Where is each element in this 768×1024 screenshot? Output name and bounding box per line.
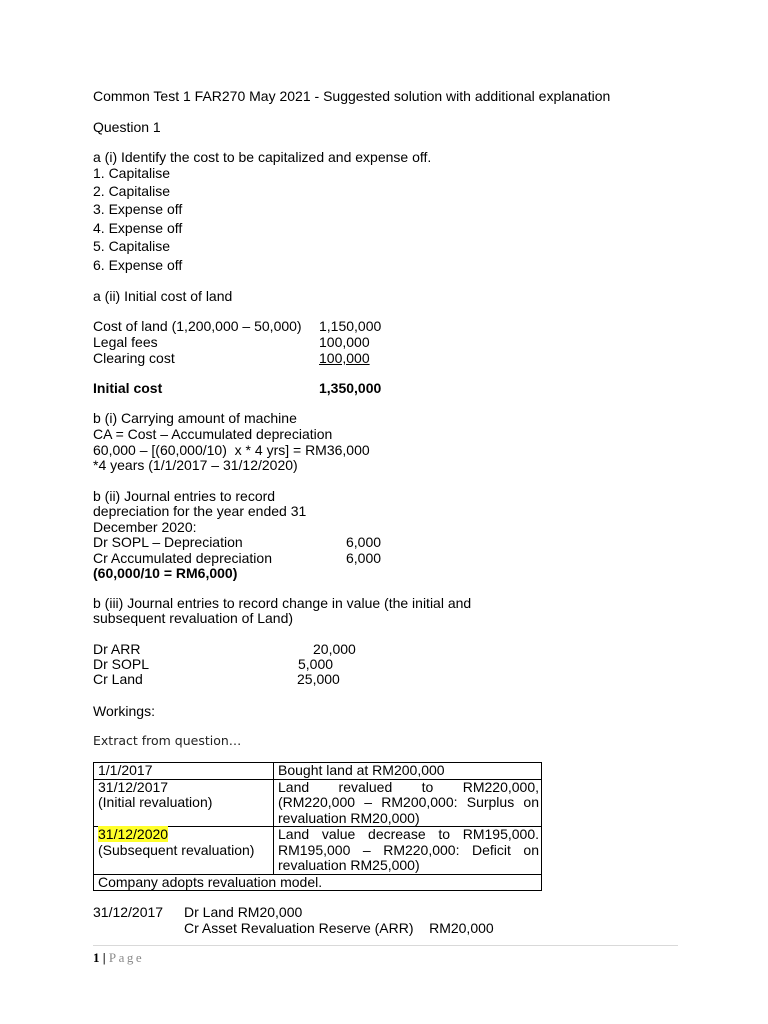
b-i-heading: b (i) Carrying amount of machine <box>93 410 297 426</box>
highlighted-date: 31/12/2020 <box>98 826 169 842</box>
revaluation-type: (Initial revaluation) <box>98 794 213 810</box>
journal-row-label: Cr Land <box>93 671 143 687</box>
footer-separator: | <box>102 950 106 965</box>
table-cell-date: 1/1/2017 <box>94 763 274 780</box>
cost-row-label: Cost of land (1,200,000 – 50,000) <box>93 318 302 334</box>
b-i-line: CA = Cost – Accumulated depreciation <box>93 426 333 442</box>
list-item: 4. Expense off <box>93 220 183 236</box>
entry-credit: Cr Asset Revaluation Reserve (ARR) RM20,000 <box>184 920 494 936</box>
entry-date: 31/12/2017 <box>93 904 164 920</box>
cost-row-value: 100,000 <box>319 350 370 366</box>
table-cell-date <box>94 779 274 827</box>
journal-row-value: 6,000 <box>346 550 382 566</box>
page-number: 1 <box>93 950 100 965</box>
entry-debit: Dr Land RM20,000 <box>184 904 303 920</box>
b-i-line: 60,000 – [(60,000/10) x * 4 yrs] = RM36,000 <box>93 442 370 458</box>
table-row <box>94 874 542 891</box>
table-cell-event: Bought land at RM200,000 <box>274 763 542 780</box>
journal-row-label: Dr ARR <box>93 641 141 657</box>
b-ii-heading: b (ii) Journal entries to record <box>93 488 276 504</box>
b-i-line: *4 years (1/1/2017 – 31/12/2020) <box>93 457 298 473</box>
table-row <box>94 779 542 827</box>
initial-cost-value: 1,350,000 <box>319 380 382 396</box>
journal-row-label: Cr Accumulated depreciation <box>93 550 272 566</box>
revaluation-date: 31/12/2017 <box>98 778 169 795</box>
cost-row-label: Legal fees <box>93 334 158 350</box>
table-row <box>94 827 542 875</box>
page-footer <box>93 950 144 966</box>
journal-row-value: 5,000 <box>298 656 334 672</box>
cost-row-value: 100,000 <box>319 334 370 350</box>
table-cell-event: Land revalued to RM220,000, (RM220,000 – RM200,000: Surplus on revaluation RM20,000) <box>274 779 542 827</box>
table-footer-cell: Company adopts revaluation model. <box>94 874 542 891</box>
journal-row-label: Dr SOPL – Depreciation <box>93 534 243 550</box>
list-item: 5. Capitalise <box>93 238 171 254</box>
table-row <box>94 763 542 780</box>
journal-row-label: Dr SOPL <box>93 656 150 672</box>
a-i-heading: a (i) Identify the cost to be capitalized and expense off. <box>93 149 432 165</box>
b-iii-heading: b (iii) Journal entries to record change in value (the initial and <box>93 595 472 611</box>
list-item: 6. Expense off <box>93 257 183 273</box>
revaluation-type: (Subsequent revaluation) <box>98 841 255 858</box>
document-title: Common Test 1 FAR270 May 2021 - Suggested solution with additional explanation <box>93 88 611 104</box>
journal-row-value: 20,000 <box>313 641 356 657</box>
page-label: Page <box>108 950 145 965</box>
list-item: 1. Capitalise <box>93 165 171 181</box>
b-iii-heading: subsequent revaluation of Land) <box>93 610 294 626</box>
extract-note: Extract from question… <box>93 733 242 748</box>
b-ii-heading: depreciation for the year ended 31 <box>93 503 307 519</box>
question-heading: Question 1 <box>93 119 161 135</box>
list-item: 3. Expense off <box>93 201 183 217</box>
a-ii-heading: a (ii) Initial cost of land <box>93 288 233 304</box>
workings-heading: Workings: <box>93 703 155 719</box>
table-cell-event: Land value decrease to RM195,000. RM195,000 – RM220,000: Deficit on revaluation RM25,000) <box>274 827 542 875</box>
b-ii-heading: December 2020: <box>93 519 197 535</box>
cost-row-label: Clearing cost <box>93 350 175 366</box>
initial-cost-label: Initial cost <box>93 380 163 396</box>
depreciation-note: (60,000/10 = RM6,000) <box>93 565 238 581</box>
table-cell-date <box>94 827 274 875</box>
journal-row-value: 25,000 <box>297 671 340 687</box>
footer-divider <box>93 945 678 946</box>
revaluation-table <box>93 762 542 891</box>
journal-row-value: 6,000 <box>346 534 382 550</box>
cost-row-value: 1,150,000 <box>319 318 382 334</box>
list-item: 2. Capitalise <box>93 183 171 199</box>
